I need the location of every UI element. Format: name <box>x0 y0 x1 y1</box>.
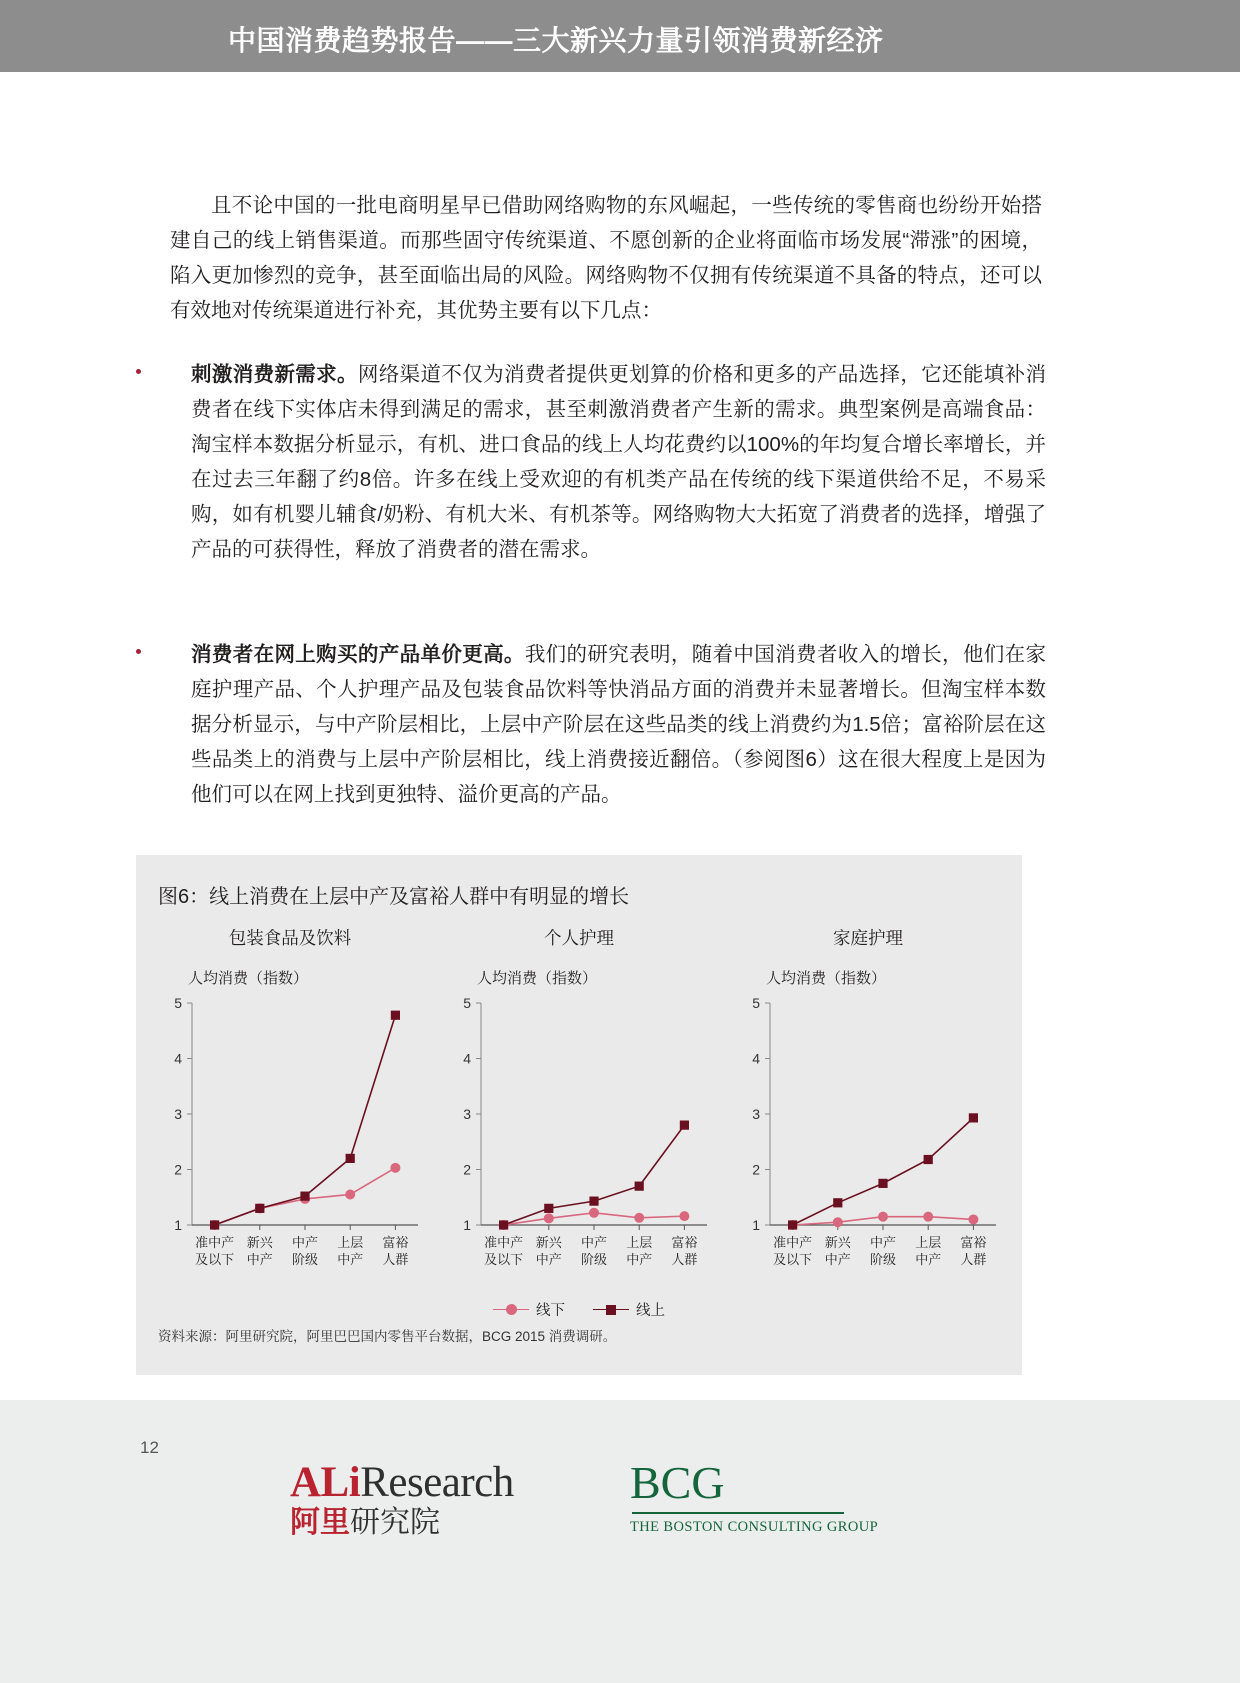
svg-text:2: 2 <box>174 1161 182 1178</box>
bcg-logo <box>630 1457 879 1544</box>
charts-row <box>154 917 1004 1287</box>
legend-circle-icon <box>506 1304 517 1315</box>
chart-plot-area <box>732 995 1004 1287</box>
svg-text:中产: 中产 <box>915 1252 942 1267</box>
legend-item-线下 <box>493 1299 565 1320</box>
chart-heading: 个人护理 <box>544 928 614 948</box>
figure-source-note: 资料来源：阿里研究院，阿里巴巴国内零售平台数据，BCG 2015 消费调研。 <box>158 1329 617 1344</box>
svg-text:人群: 人群 <box>960 1252 987 1267</box>
svg-text:中产: 中产 <box>869 1235 897 1250</box>
chart-y-axis-label: 人均消费（指数） <box>188 970 309 987</box>
page-number: 12 <box>140 1438 159 1457</box>
bullet-text <box>191 637 1046 812</box>
svg-text:新兴: 新兴 <box>535 1235 562 1250</box>
svg-text:上层: 上层 <box>337 1235 364 1250</box>
page-title: 中国消费趋势报告——三大新兴力量引领消费新经济 <box>228 25 884 56</box>
svg-text:上层: 上层 <box>915 1235 942 1250</box>
legend-item-线上 <box>593 1299 665 1320</box>
svg-text:准中产: 准中产 <box>773 1235 813 1250</box>
svg-text:中产: 中产 <box>824 1252 851 1267</box>
svg-text:准中产: 准中产 <box>484 1235 524 1250</box>
svg-text:及以下: 及以下 <box>195 1252 235 1267</box>
svg-text:3: 3 <box>752 1106 760 1122</box>
page-footer <box>0 1400 1240 1683</box>
svg-text:1: 1 <box>174 1217 182 1233</box>
svg-text:4: 4 <box>752 1050 760 1067</box>
svg-text:5: 5 <box>463 995 471 1011</box>
svg-text:阶级: 阶级 <box>580 1252 608 1267</box>
figure-title: 图6：线上消费在上层中产及富裕人群中有明显的增长 <box>158 886 630 908</box>
svg-text:富裕: 富裕 <box>382 1235 409 1250</box>
legend-label: 线下 <box>536 1303 565 1319</box>
svg-text:准中产: 准中产 <box>195 1235 235 1250</box>
svg-text:新兴: 新兴 <box>246 1235 273 1250</box>
svg-text:1: 1 <box>463 1217 471 1233</box>
svg-text:2: 2 <box>752 1161 760 1178</box>
svg-text:新兴: 新兴 <box>824 1235 851 1250</box>
bcg-logo-rule <box>632 1512 844 1514</box>
svg-text:中产: 中产 <box>291 1235 319 1250</box>
svg-text:人群: 人群 <box>671 1252 698 1267</box>
bullet-lead: 刺激消费新需求。 <box>191 363 358 386</box>
svg-text:3: 3 <box>463 1106 471 1122</box>
legend-marker <box>493 1304 529 1316</box>
svg-text:4: 4 <box>174 1050 182 1067</box>
svg-text:及以下: 及以下 <box>773 1252 813 1267</box>
svg-text:3: 3 <box>174 1106 182 1122</box>
svg-text:阶级: 阶级 <box>869 1252 897 1267</box>
svg-text:富裕: 富裕 <box>960 1235 987 1250</box>
svg-text:1: 1 <box>752 1217 760 1233</box>
svg-text:5: 5 <box>174 995 182 1011</box>
legend-square-icon <box>606 1305 616 1315</box>
chart-heading: 包装食品及饮料 <box>228 928 352 948</box>
svg-text:中产: 中产 <box>337 1252 364 1267</box>
svg-text:及以下: 及以下 <box>484 1252 524 1267</box>
ali-logo-word-dark: Research <box>360 1459 514 1506</box>
svg-text:中产: 中产 <box>580 1235 608 1250</box>
legend-label: 线上 <box>636 1303 665 1319</box>
chart-legend <box>136 1299 1022 1320</box>
svg-text:中产: 中产 <box>626 1252 653 1267</box>
svg-text:阶级: 阶级 <box>291 1252 319 1267</box>
bullet-item <box>136 637 1046 812</box>
bcg-logo-subtitle: THE BOSTON CONSULTING GROUP <box>630 1519 879 1535</box>
svg-text:中产: 中产 <box>535 1252 562 1267</box>
chart-2 <box>443 917 715 1287</box>
bullet-body: 网络渠道不仅为消费者提供更划算的价格和更多的产品选择，它还能填补消费者在线下实体店未得到满足的需求，甚至刺激消费者产生新的需求。典型案例是高端食品：淘宝样本数据分析显示，有机、进口食品的线上人均花费约以100%的年均复合增长率增长，并在过去三年翻了约8倍。许多在线上受欢迎的有机类产品在传统的线下渠道供给不足，不易采购，如有机婴儿辅食/奶粉、有机大米、有机茶等。网络购物大大拓宽了消费者的选择，增强了产品的可获得性，释放了消费者的潜在需求。 <box>191 363 1047 561</box>
svg-text:2: 2 <box>463 1161 471 1178</box>
aliresearch-logo <box>290 1460 515 1540</box>
bullet-item <box>136 357 1046 567</box>
svg-text:5: 5 <box>752 995 760 1011</box>
ali-logo-cn-dark: 研究院 <box>350 1506 440 1539</box>
chart-plot-area <box>154 995 426 1287</box>
bullet-lead: 消费者在网上购买的产品单价更高。 <box>191 643 525 666</box>
svg-text:4: 4 <box>463 1050 471 1067</box>
ali-logo-cn-red: 阿里 <box>290 1506 350 1539</box>
chart-heading: 家庭护理 <box>833 928 903 948</box>
ali-logo-word-red: ALi <box>290 1459 361 1506</box>
bcg-logo-main: BCG <box>630 1457 725 1508</box>
svg-text:人群: 人群 <box>382 1252 409 1267</box>
intro-paragraph: 且不论中国的一批电商明星早已借助网络购物的东风崛起，一些传统的零售商也纷纷开始搭建自己的线上销售渠道。而那些固守传统渠道、不愿创新的企业将面临市场发展“滞涨”的困境，陷入更加惨烈的竞争，甚至面临出局的风险。网络购物不仅拥有传统渠道不具备的特点，还可以有效地对传统渠道进行补充，其优势主要有以下几点： <box>170 194 1042 322</box>
svg-text:富裕: 富裕 <box>671 1235 698 1250</box>
bullet-dot-icon <box>136 649 141 654</box>
bullet-text <box>191 357 1046 567</box>
figure-panel <box>136 855 1022 1375</box>
chart-1 <box>154 917 426 1287</box>
svg-text:中产: 中产 <box>246 1252 273 1267</box>
svg-text:上层: 上层 <box>626 1235 653 1250</box>
bullet-dot-icon <box>136 369 141 374</box>
chart-plot-area <box>443 995 715 1287</box>
chart-3 <box>732 917 1004 1287</box>
chart-y-axis-label: 人均消费（指数） <box>766 970 887 987</box>
chart-y-axis-label: 人均消费（指数） <box>477 970 598 987</box>
page-header-bar <box>0 0 1240 72</box>
legend-marker <box>593 1304 629 1316</box>
bullet-body: 我们的研究表明，随着中国消费者收入的增长，他们在家庭护理产品、个人护理产品及包装食品饮料等快消品方面的消费并未显著增长。但淘宝样本数据分析显示，与中产阶层相比，上层中产阶层在这些品类的线上消费约为1.5倍；富裕阶层在这些品类上的消费与上层中产阶层相比，线上消费接近翻倍。（参阅图6）这在很大程度上是因为他们可以在网上找到更独特、溢价更高的产品。 <box>191 643 1047 806</box>
